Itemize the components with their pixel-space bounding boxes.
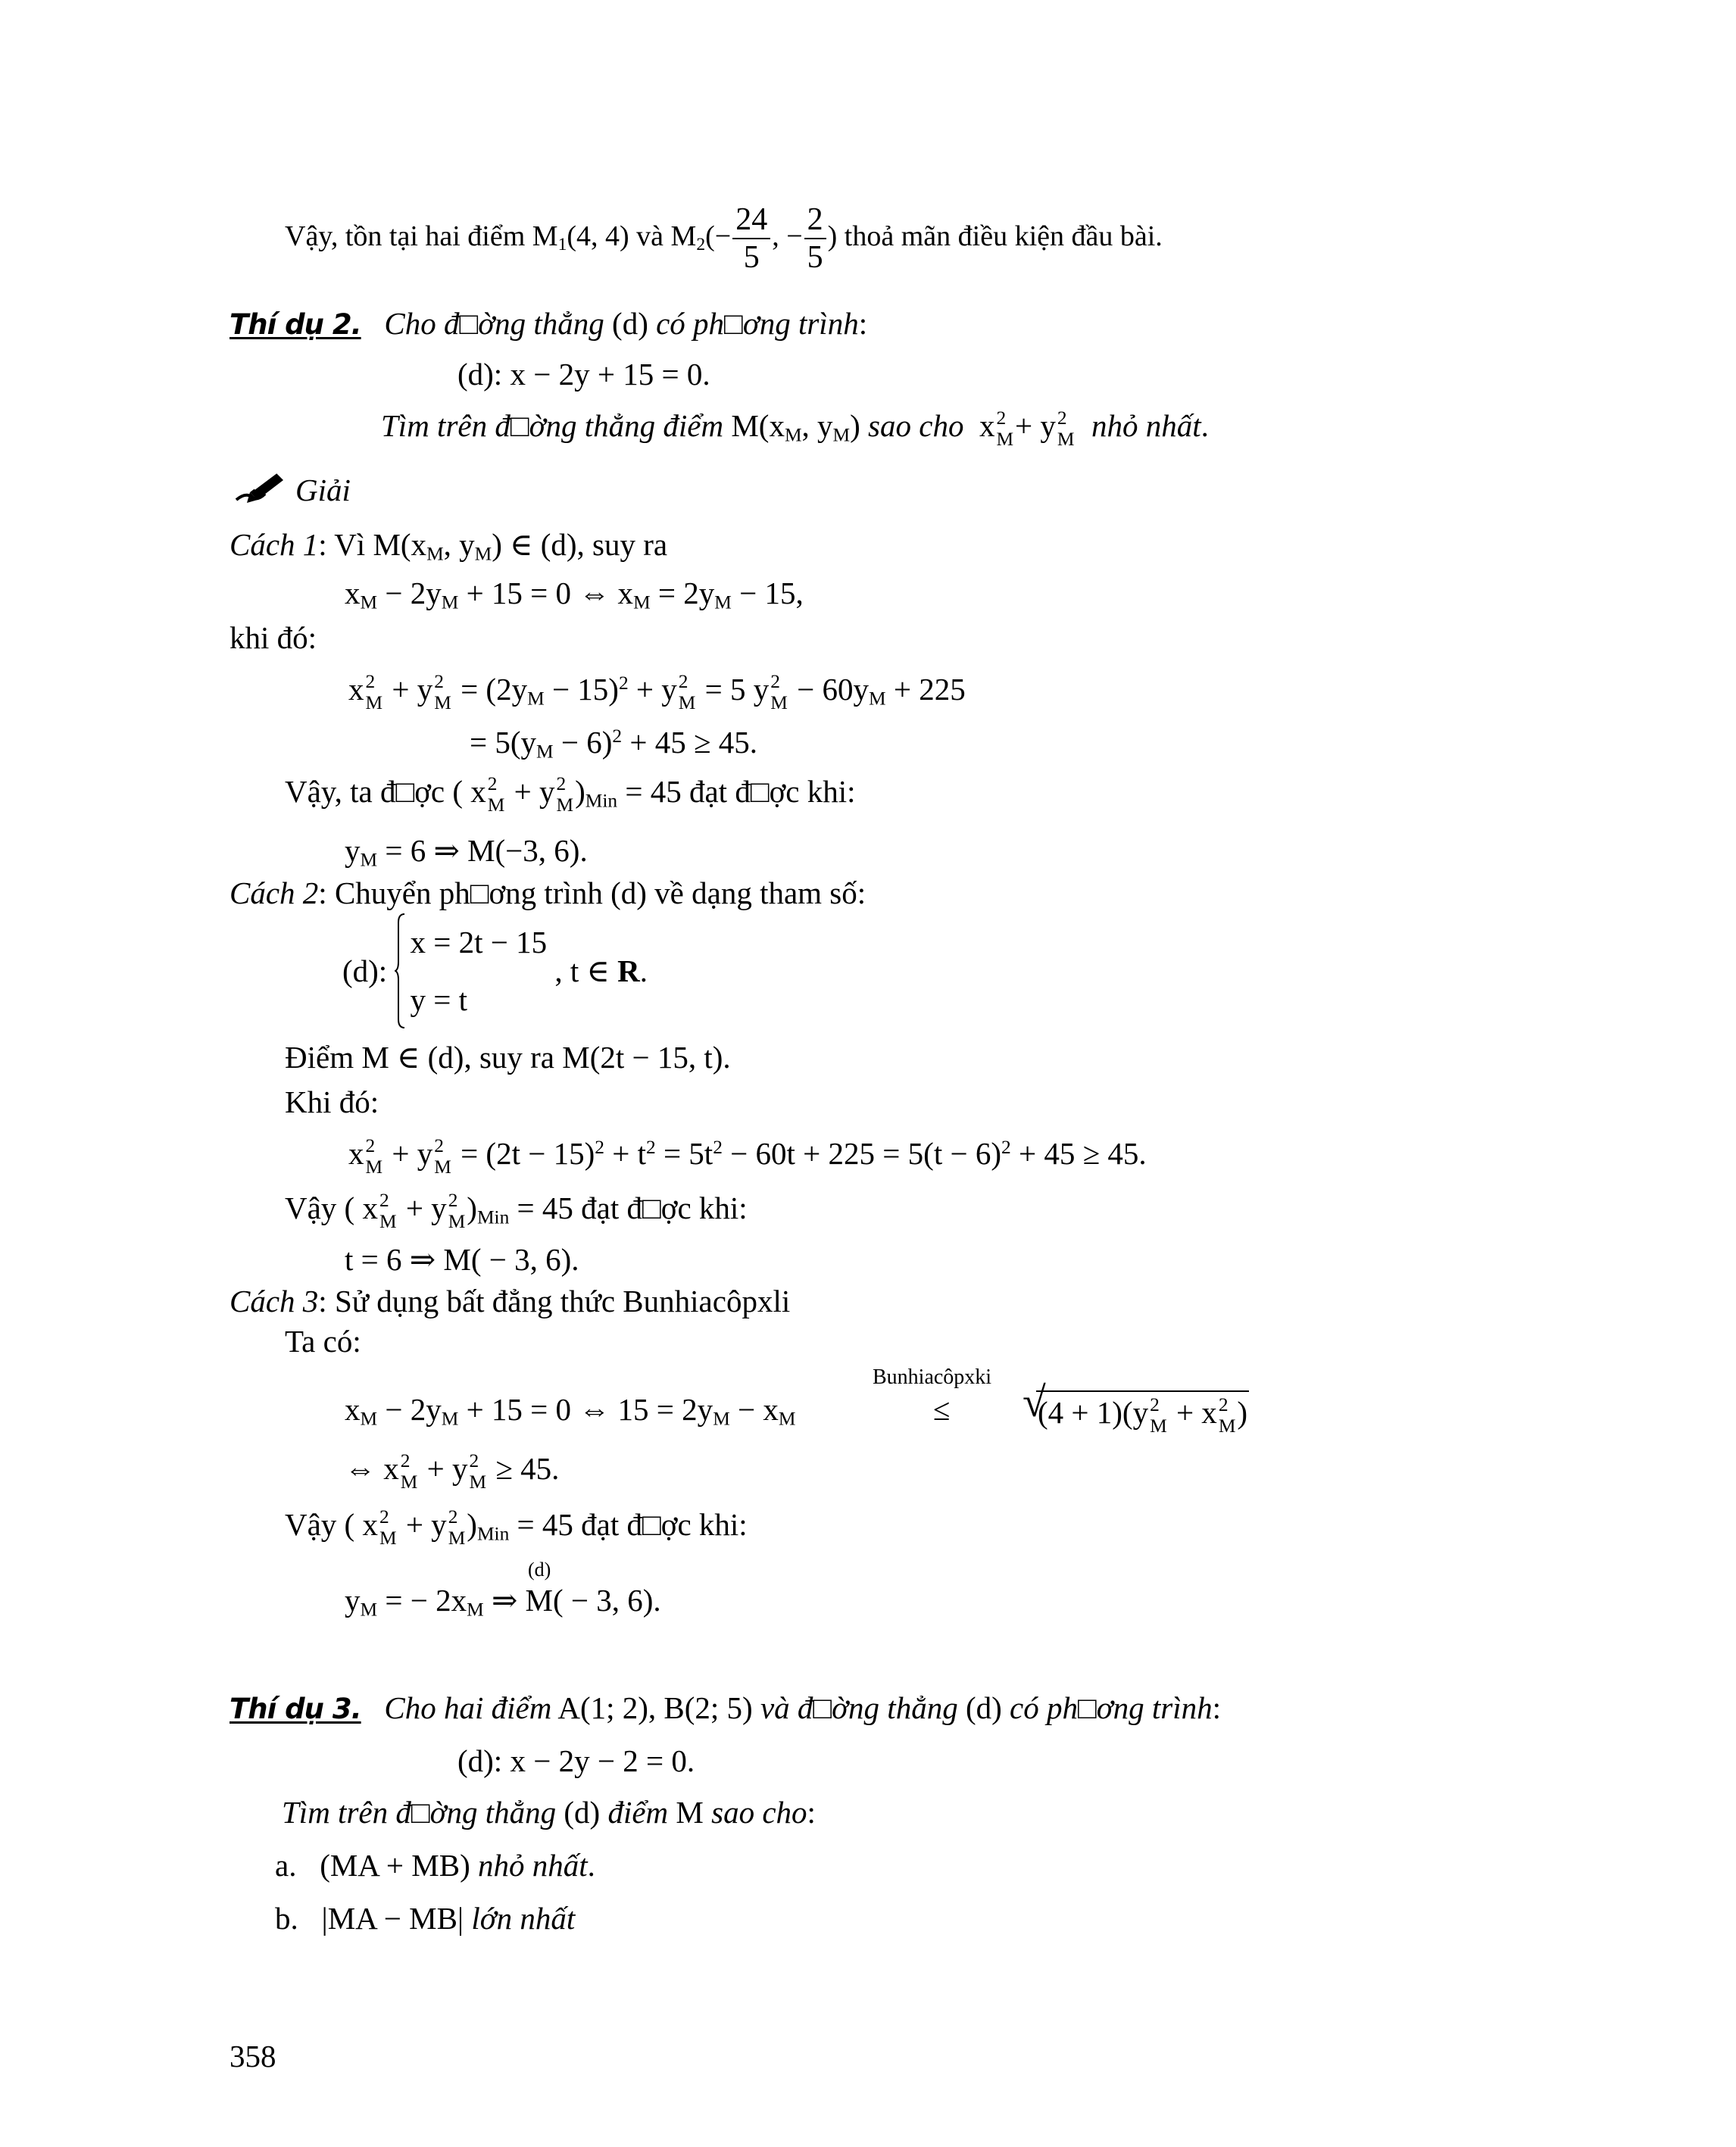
solution-label: Giải bbox=[295, 473, 351, 507]
method-1-line-3: khi đó: bbox=[229, 620, 317, 655]
method-3-line-1: Cách 3: Sử dụng bất đẳng thức Bunhiacôpxli bbox=[229, 1284, 791, 1318]
example-2-equation: (d): x − 2y + 15 = 0. bbox=[457, 357, 710, 392]
bunhiacopxki-label: Bunhiacôpxki bbox=[873, 1365, 992, 1389]
example-3-equation: (d): x − 2y − 2 = 0. bbox=[457, 1743, 695, 1778]
example-3-part-b: b. |MA − MB| lớn nhất bbox=[275, 1901, 576, 1936]
method-1-line-6: Vậy, ta đ□ợc ( x 2 M + y 2 M )$_{Min} = 45$ đạt đ□ợc khi: bbox=[285, 773, 856, 816]
method-2-line-3: Điểm M ∈ (d), suy ra M(2t − 15, t). bbox=[285, 1040, 731, 1075]
sqrt-expression: √ (4 + 1)(y 2 M + x 2 M ) bbox=[1023, 1379, 1248, 1437]
arrow-label: (d) bbox=[528, 1559, 551, 1581]
method-2-line-1: Cách 2: Chuyển ph□ơng trình (d) về dạng tham số: bbox=[229, 875, 866, 910]
example-3-part-a: a. (MA + MB) nhỏ nhất. bbox=[275, 1848, 595, 1883]
method-1-line-1: Cách 1: Vì $M(x_M$, $y_M$) ∈ (d), suy ra bbox=[229, 527, 668, 565]
example-3-intro: Thí dụ 3. Cho hai điểm A(1; 2), B(2; 5) và đ□ờng thẳng (d) có ph□ơng trình: bbox=[229, 1690, 1221, 1725]
left-brace bbox=[395, 913, 405, 1028]
radical-sign: √ bbox=[1023, 1379, 1046, 1426]
page-number: 358 bbox=[229, 2039, 276, 2074]
method-3-line-6: $y_M$ = − $2x_M$ ⇒ M( − 3, 6). bbox=[345, 1583, 661, 1621]
parametric-system: x = 2t − 15 y = t bbox=[395, 913, 547, 1028]
method-2-line-4: Khi đó: bbox=[285, 1084, 379, 1119]
method-2-system: (d): x = 2t − 15 y = t , t ∈ R. bbox=[342, 913, 648, 1028]
method-1-line-7: $y_M = 6$ ⇒ M(−3, 6). bbox=[345, 833, 588, 871]
method-1-line-2: $x_M - 2y_M + 15 = 0$ ⇔ $x_M = 2y_M - 15$, bbox=[345, 576, 804, 613]
implies-arrow: ⇒ bbox=[491, 1583, 518, 1618]
conclusion-line: Vậy, tồn tại hai điểm $M_1(4$, 4) và $M_2(-$ $\frac{24}{5}$ , − $\frac{2}{5}$ ) thoả mãn điều kiện đầu bài. bbox=[285, 202, 1163, 276]
pencil-icon bbox=[232, 470, 286, 506]
method-1-line-4: x 2 M + y 2 M = $(2y_M - 15)^2 + y$ 2 M = 5 y 2 M − $60y_M + 225$ bbox=[348, 671, 966, 713]
example-2-title: Thí dụ 2. bbox=[229, 308, 361, 341]
method-2-line-6: Vậy ( x 2 M + y 2 M )$_{Min} = 45$ đạt đ□ợc khi: bbox=[285, 1190, 748, 1232]
method-1-line-5: = $5(y_M - 6)^2 + 45 \ge 45$. bbox=[470, 725, 757, 763]
method-2-line-7: t = 6 ⇒ M( − 3, 6). bbox=[345, 1242, 579, 1277]
example-2-task: Tìm trên đ□ờng thẳng điểm $M(x_M$, $y_M$) sao cho x 2 M + y 2 M nhỏ nhất. bbox=[381, 407, 1209, 450]
fraction-24-5: $\frac{24}{5}$ bbox=[732, 201, 770, 276]
method-3-line-5: Vậy ( x 2 M + y 2 M )$_{Min} = 45$ đạt đ□ợc khi: bbox=[285, 1506, 748, 1549]
fraction-2-5: $\frac{2}{5}$ bbox=[804, 201, 826, 276]
method-3-line-2: Ta có: bbox=[285, 1324, 361, 1359]
example-2-intro: Thí dụ 2. Cho đ□ờng thẳng (d) có ph□ơng trình: bbox=[229, 306, 868, 341]
example-3-task: Tìm trên đ□ờng thẳng (d) điểm M sao cho: bbox=[282, 1795, 816, 1830]
leq-symbol: ≤ bbox=[933, 1392, 951, 1427]
example-3-title: Thí dụ 3. bbox=[229, 1693, 361, 1725]
method-3-line-3: $x_M - 2y_M + 15 = 0$ ⇔ $15 = 2y_M - x_M$ bbox=[345, 1392, 796, 1430]
method-2-line-5: x 2 M + y 2 M = $(2t - 15)^2 + t^2 = 5t^2 - 60t + 225 = 5(t - 6)^2 + 45 \ge 45$. bbox=[348, 1135, 1147, 1178]
method-3-line-4: ⇔ x 2 M + y 2 M ≥ 45. bbox=[345, 1450, 560, 1493]
